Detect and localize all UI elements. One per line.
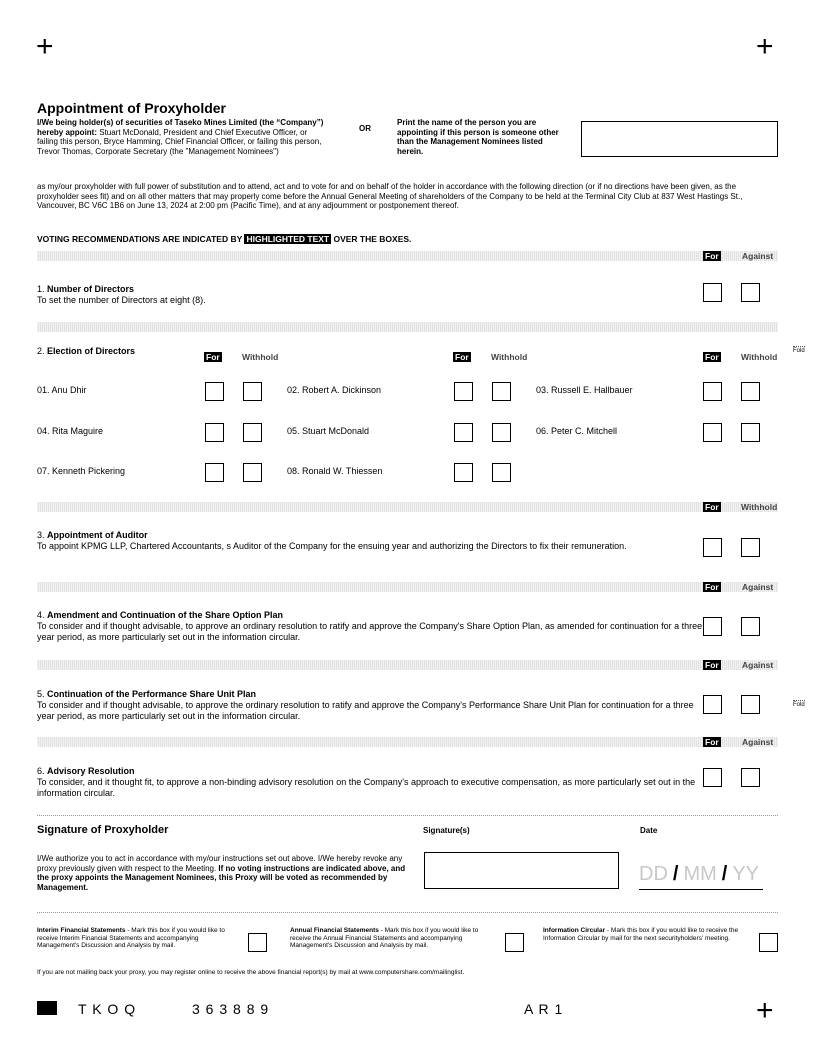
nominee-06: 06. Peter C. Mitchell xyxy=(536,426,618,436)
nominee-01-for-checkbox[interactable] xyxy=(205,382,224,401)
interim-title: Interim Financial Statements xyxy=(37,927,126,934)
date-separator-1: / xyxy=(672,863,679,885)
nominee-06-for-checkbox[interactable] xyxy=(703,423,722,442)
r2-col2-for-header: For xyxy=(455,352,469,362)
resolution-6 xyxy=(37,766,707,799)
section-band-5 xyxy=(37,660,778,670)
voting-rec-before: VOTING RECOMMENDATIONS ARE INDICATED BY xyxy=(37,234,245,244)
section-band-4 xyxy=(37,582,778,592)
nominee-03-for-checkbox[interactable] xyxy=(703,382,722,401)
r6-for-header: For xyxy=(705,737,719,747)
registration-mark-top-right: + xyxy=(756,30,774,63)
date-label: Date xyxy=(640,826,658,835)
r1-number: 1. xyxy=(37,284,45,294)
print-name-label: Print the name of the person you are appointing if this person is someone other than the Management Nominees listed herein. xyxy=(397,118,559,156)
annual-statements-checkbox[interactable] xyxy=(505,933,524,952)
nominee-02-for-checkbox[interactable] xyxy=(454,382,473,401)
r1-against-checkbox[interactable] xyxy=(741,283,760,302)
nominee-07: 07. Kenneth Pickering xyxy=(37,466,126,476)
registration-mark-top-left: + xyxy=(36,30,54,63)
r3-withhold-header: Withhold xyxy=(741,502,778,512)
date-separator-2: / xyxy=(721,863,728,885)
divider-signature xyxy=(37,815,778,816)
r2-col1-withhold-header: Withhold xyxy=(242,352,279,362)
circular-text: - Mark this box if you would like to receive the Information Circular by mail for the next securityholders' meeting. xyxy=(543,927,739,942)
annual-title: Annual Financial Statements xyxy=(290,927,379,934)
r2-title: Election of Directors xyxy=(47,346,136,356)
nominee-07-for-checkbox[interactable] xyxy=(205,463,224,482)
r5-title: Continuation of the Performance Share Unit Plan xyxy=(47,689,257,699)
appointment-intro-rest: Stuart McDonald, President and Chief Executive Officer, or failing this person, Bryce Hamming, Chief Financial Officer, or failing this person, Trevor Thomas, Corporate Secretary (the "Management Nominees") xyxy=(37,127,322,156)
fold-mark-1: Fold xyxy=(793,348,805,354)
voting-rec-after: OVER THE BOXES. xyxy=(331,234,412,244)
r6-description: To consider, and it thought fit, to approve a non-binding advisory resolution on the Company's approach to executive compensation, as more particularly set out in the information circular. xyxy=(37,777,696,798)
r5-against-checkbox[interactable] xyxy=(741,695,760,714)
r4-for-header: For xyxy=(705,582,719,592)
date-dd: DD xyxy=(639,863,668,885)
r3-number: 3. xyxy=(37,530,45,540)
nominee-05-withhold-checkbox[interactable] xyxy=(492,423,511,442)
signature-title: Signature of Proxyholder xyxy=(37,824,169,836)
r2-col1-for-header: For xyxy=(206,352,220,362)
footer-code-tkoq: T K O Q xyxy=(78,1001,137,1017)
r6-for-checkbox[interactable] xyxy=(703,768,722,787)
r4-title: Amendment and Continuation of the Share Option Plan xyxy=(47,610,284,620)
r3-for-header: For xyxy=(705,502,719,512)
r1-for-checkbox[interactable] xyxy=(703,283,722,302)
information-circular-checkbox[interactable] xyxy=(759,933,778,952)
authority-text: as my/our proxyholder with full power of substitution and to attend, act and to vote for and on behalf of the holder in accordance with the following direction (or if no directions have been given, as the proxyholder sees fit) and on all other matters that may properly come before the Annual General Meeting of shareholders of the Company to be held at the Terminal City Club at 837 West Hastings St., Vancouver, BC V6C 1B6 on June 13, 2024 at 2:00 pm (Pacific Time), and at any adjournment or postponement thereof. xyxy=(37,182,743,210)
annual-statements-option xyxy=(290,927,495,950)
nominee-01: 01. Anu Dhir xyxy=(37,385,87,395)
r3-description: To appoint KPMG LLP, Chartered Accountants, s Auditor of the Company for the ensuing year and authorizing the Directors to fix their remuneration. xyxy=(37,541,627,551)
r6-title: Advisory Resolution xyxy=(47,766,135,776)
r1-against-header: Against xyxy=(742,251,774,261)
annual-text: - Mark this box if you would like to receive the Annual Financial Statements and accompanying Management's Discussion and Analysis by mail. xyxy=(290,927,479,949)
footer-black-mark xyxy=(37,1001,57,1015)
appointment-intro xyxy=(37,118,327,156)
nominee-04-withhold-checkbox[interactable] xyxy=(243,423,262,442)
section-band-3 xyxy=(37,502,778,512)
circular-title: Information Circular xyxy=(543,927,606,934)
information-circular-option xyxy=(543,927,748,942)
date-yy: YY xyxy=(732,863,760,885)
footer-code-number: 3 6 3 8 8 9 xyxy=(192,1001,270,1017)
signature-auth-text: I/We authorize you to act in accordance with my/our instructions set out above. I/We hereby revoke any proxy previously given with respect to the Meeting. xyxy=(37,854,403,873)
resolution-5 xyxy=(37,689,707,722)
footer-code-ar1: A R 1 xyxy=(524,1001,564,1017)
voting-recommendation-note xyxy=(37,234,411,244)
r2-number: 2. xyxy=(37,346,45,356)
or-label: OR xyxy=(359,124,371,133)
r2-col3-for-header: For xyxy=(705,352,719,362)
appointment-title: Appointment of Proxyholder xyxy=(37,100,226,116)
r3-withhold-checkbox[interactable] xyxy=(741,538,760,557)
r6-against-header: Against xyxy=(742,737,774,747)
r2-col3-withhold-header: Withhold xyxy=(741,352,778,362)
nominee-08-for-checkbox[interactable] xyxy=(454,463,473,482)
nominee-04: 04. Rita Maguire xyxy=(37,426,104,436)
nominee-08-withhold-checkbox[interactable] xyxy=(492,463,511,482)
r1-description: To set the number of Directors at eight (8). xyxy=(37,295,206,305)
r5-for-checkbox[interactable] xyxy=(703,695,722,714)
nominee-04-for-checkbox[interactable] xyxy=(205,423,224,442)
divider-mailings xyxy=(37,912,778,913)
date-field[interactable] xyxy=(639,859,763,890)
nominee-06-withhold-checkbox[interactable] xyxy=(741,423,760,442)
registration-mark-bottom-right: + xyxy=(756,994,774,1027)
nominee-03: 03. Russell E. Hallbauer xyxy=(536,385,633,395)
signature-authorization xyxy=(37,854,407,892)
interim-text: - Mark this box if you would like to receive Interim Financial Statements and accompanying Management's Discussion and Analysis by mail. xyxy=(37,927,225,949)
resolution-2 xyxy=(37,346,135,357)
nominee-02: 02. Robert A. Dickinson xyxy=(287,385,382,395)
voting-rec-highlight: HIGHLIGHTED TEXT xyxy=(246,234,330,244)
signature-auth-bold: If no voting instructions are indicated above, and the proxy appoints the Management Nominees, this Proxy will be voted as recommended by Management. xyxy=(37,863,406,892)
r4-for-checkbox[interactable] xyxy=(703,617,722,636)
nominee-07-withhold-checkbox[interactable] xyxy=(243,463,262,482)
nominee-05: 05. Stuart McDonald xyxy=(287,426,370,436)
r1-title: Number of Directors xyxy=(47,284,135,294)
resolution-4 xyxy=(37,610,707,643)
r5-number: 5. xyxy=(37,689,45,699)
section-band-1 xyxy=(37,251,778,261)
appointment-intro-bold: I/We being holder(s) of securities of Taseko Mines Limited (the “Company”) hereby appoint: xyxy=(37,118,324,137)
r6-number: 6. xyxy=(37,766,45,776)
nominee-03-withhold-checkbox[interactable] xyxy=(741,382,760,401)
signature-field[interactable] xyxy=(424,852,619,889)
nominee-05-for-checkbox[interactable] xyxy=(454,423,473,442)
proxyholder-name-field[interactable] xyxy=(581,121,778,157)
section-band-2 xyxy=(37,322,778,332)
r5-against-header: Against xyxy=(742,660,774,670)
r4-description: To consider and if thought advisable, to approve an ordinary resolution to ratify and approve the Company's Share Option Plan, as amended for continuation for a three year period, as more particularly set out in the information circular. xyxy=(37,621,703,642)
r3-title: Appointment of Auditor xyxy=(47,530,148,540)
r6-against-checkbox[interactable] xyxy=(741,768,760,787)
signature-label: Signature(s) xyxy=(423,826,470,835)
fold-mark-2: Fold xyxy=(793,702,805,708)
r4-against-checkbox[interactable] xyxy=(741,617,760,636)
r5-for-header: For xyxy=(705,660,719,670)
interim-statements-option xyxy=(37,927,242,950)
online-registration-note: If you are not mailing back your proxy, you may register online to receive the above financial report(s) by mail at www.computershare.com/mailinglist. xyxy=(37,969,465,976)
resolution-1 xyxy=(37,284,677,306)
r4-number: 4. xyxy=(37,610,45,620)
nominee-01-withhold-checkbox[interactable] xyxy=(243,382,262,401)
r4-against-header: Against xyxy=(742,582,774,592)
resolution-3 xyxy=(37,530,677,552)
nominee-02-withhold-checkbox[interactable] xyxy=(492,382,511,401)
nominee-08: 08. Ronald W. Thiessen xyxy=(287,466,383,476)
interim-statements-checkbox[interactable] xyxy=(248,933,267,952)
r1-for-header: For xyxy=(705,251,719,261)
date-mm: MM xyxy=(683,863,717,885)
r3-for-checkbox[interactable] xyxy=(703,538,722,557)
section-band-6 xyxy=(37,737,778,747)
r5-description: To consider and if thought advisable, to approve the ordinary resolution to ratify and approve the Company's Performance Share Unit Plan for continuation for a three year period, as more particularly set out in the information circular. xyxy=(37,700,694,721)
r2-col2-withhold-header: Withhold xyxy=(491,352,528,362)
